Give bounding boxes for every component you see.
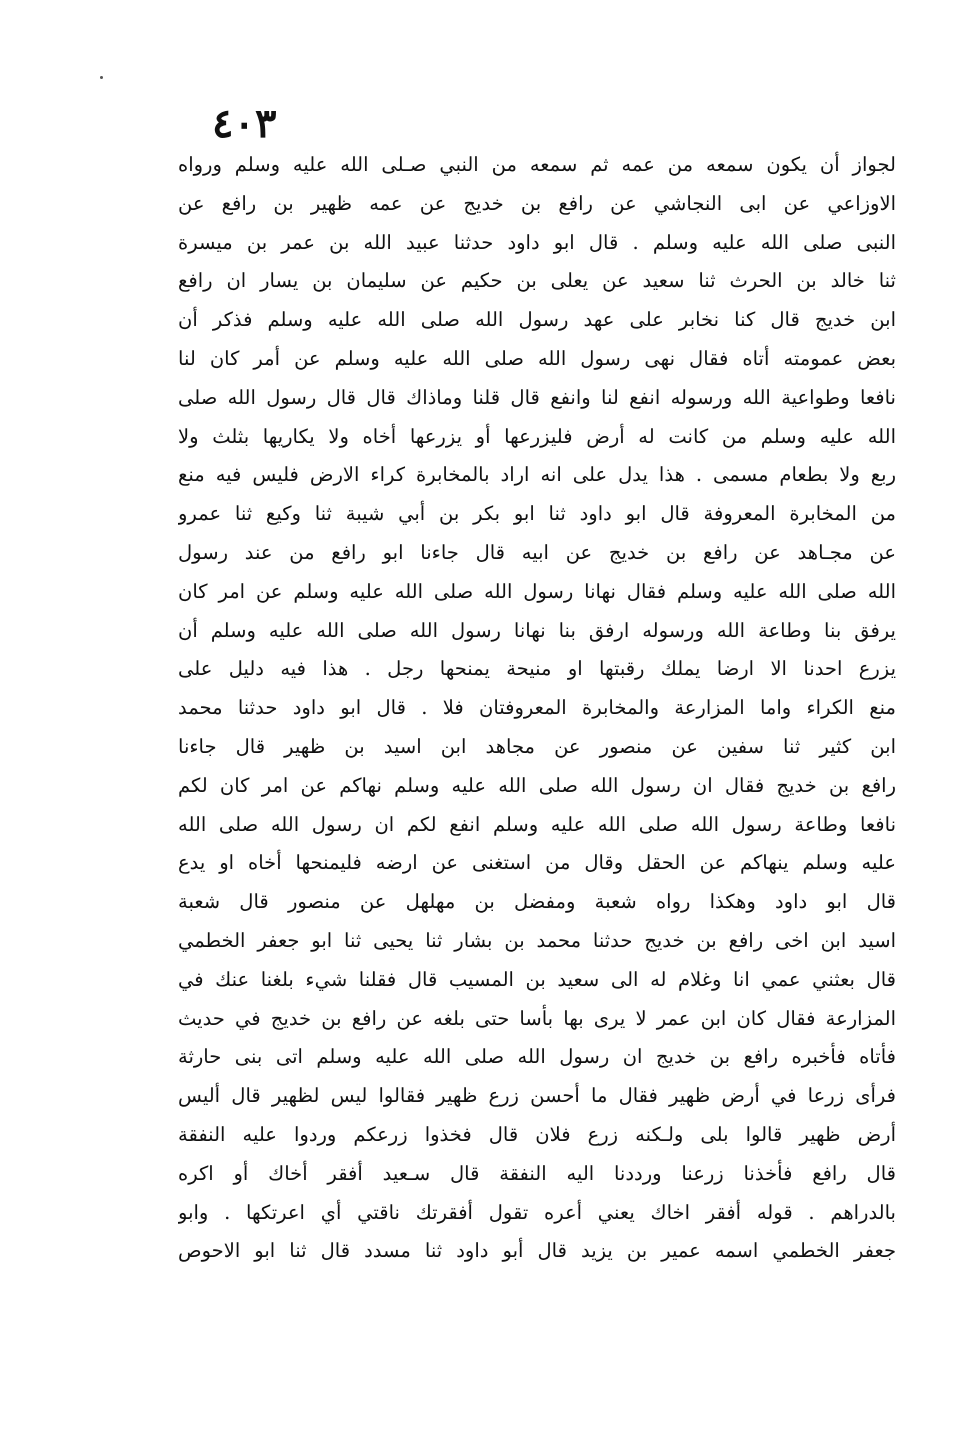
text-line-10: من المخابرة المعروفة قال ابو داود ثنا ابو بكر بن أبي شيبة ثنا وكيع ثنا عمرو xyxy=(178,502,896,526)
text-line-15: منع الكراء واما المزارعة والمخابرة المعروفتان فلا . قال ابو داود حدثنا محمد xyxy=(178,696,896,720)
text-line-24: فأتاه فأخبره رافع بن خديج ان رسول الله صلى الله عليه وسلم اتى بنى حارثة xyxy=(178,1045,896,1069)
text-line-18: نافعا وطاعة رسول الله صلى الله عليه وسلم انفع لكم ان رسول الله صلى الله xyxy=(178,812,896,836)
text-line-11: عن مجـاهد عن رافع بن خديج عن ابيه قال جاءنا ابو رافع من عند رسول xyxy=(178,540,896,564)
body-text xyxy=(178,146,896,1271)
page-number: ٤٠٣ xyxy=(212,100,277,147)
text-line-6: بعض عمومته أتاه فقال نهى رسول الله صلى الله عليه وسلم عن أمر كان لنا xyxy=(178,346,896,370)
text-line-19: عليه وسلم ينهاكم عن الحقل وقال من استغنى عن ارضه فليمنحها أخاه او يدع xyxy=(178,851,896,875)
text-line-9: ربع ولا بطعام مسمى . هذا يدل على انه اراد بالمخابرة كراء الارض فليس فيه منع xyxy=(178,463,896,487)
text-line-12: الله صلى الله عليه وسلم فقال نهانا رسول الله صلى الله عليه وسلم عن امر كان xyxy=(178,579,896,603)
stray-mark xyxy=(100,76,103,79)
text-line-25: فرأى زرعا في أرض ظهير فقال ما أحسن زرع ظهير فقالوا ليس لظهير قال أليس xyxy=(178,1084,896,1108)
text-line-16: ابن كثير ثنا سفين عن منصور عن مجاهد ابن اسيد بن ظهير قال جاءنا xyxy=(178,734,896,758)
text-line-22: قال بعثني عمي انا وغلام له الى سعيد بن المسيب قال فقلنا شيء بلغنا عنك في xyxy=(178,967,896,991)
text-line-17: رافع بن خديج فقال ان رسول الله صلى الله عليه وسلم نهاكم عن امر كان لكم xyxy=(178,773,896,797)
text-line-23: المزارعة فقال كان ابن عمر لا يرى بها بأسا حتى بلغه عن رافع بن خديج في حديث xyxy=(178,1006,896,1030)
text-line-20: قال ابو داود وهكذا رواه شعبة ومفضل بن مهلهل عن منصور قال شعبة xyxy=(178,890,896,914)
text-line-3: النبى صلى الله عليه وسلم . قال ابو داود حدثنا عبيد الله بن عمر بن ميسرة xyxy=(178,230,896,254)
text-line-8: الله عليه وسلم من كانت له أرض فليزرعها أو يزرعها أخاه ولا يكاريها بثلث ولا xyxy=(178,424,896,448)
text-line-21: اسيد ابن اخى رافع بن خديج حدثنا محمد بن بشار ثنا يحيى ثنا ابو جعفر الخطمي xyxy=(178,928,896,952)
text-line-26: أرض ظهير قالوا بلى ولـكنه زرع فلان قال فخذوا زرعكم وردوا عليه النفقة xyxy=(178,1122,896,1146)
text-line-29: جعفر الخطمي اسمه عمير بن يزيد قال أبو داود ثنا مسدد قال ثنا ابو الاحوص xyxy=(178,1239,896,1263)
text-line-27: قال رافع فأخذنا زرعنا ورددنا اليه النفقة قال سـعيد أفقر أخاك أو اكره xyxy=(178,1161,896,1185)
text-line-14: يزرع احدنا الا ارضا يملك رقبتها او منيحة يمنحها رجل . هذا فيه دليل على xyxy=(178,657,896,681)
text-line-13: يرفق بنا وطاعة الله ورسوله ارفق بنا نهانا رسول الله صلى الله عليه وسلم أن xyxy=(178,618,896,642)
text-line-7: نافعا وطواعية الله ورسوله انفع لنا وانفع قال قلنا وماذاك قال قال رسول الله صلى xyxy=(178,385,896,409)
text-line-4: ثنا خالد بن الحرث ثنا سعيد عن يعلى بن حكيم عن سليمان بن يسار ان رافع xyxy=(178,269,896,293)
text-line-1: لجواز أن يكون سمعه من عمه ثم سمعه من النبي صـلى الله عليه وسلم ورواه xyxy=(178,153,896,176)
text-line-28: بالدراهم . قوله أفقر اخاك يعني أعره تقول أفقرتك ناقتي أي اعرتكها . وابو xyxy=(178,1200,896,1224)
text-line-5: ابن خديج قال كنا نخابر على عهد رسول الله صلى الله عليه وسلم فذكر أن xyxy=(178,308,896,332)
text-line-2: الاوزاعي عن ابى النجاشي عن رافع بن خديج عن عمه ظهير بن رافع عن xyxy=(178,191,896,215)
